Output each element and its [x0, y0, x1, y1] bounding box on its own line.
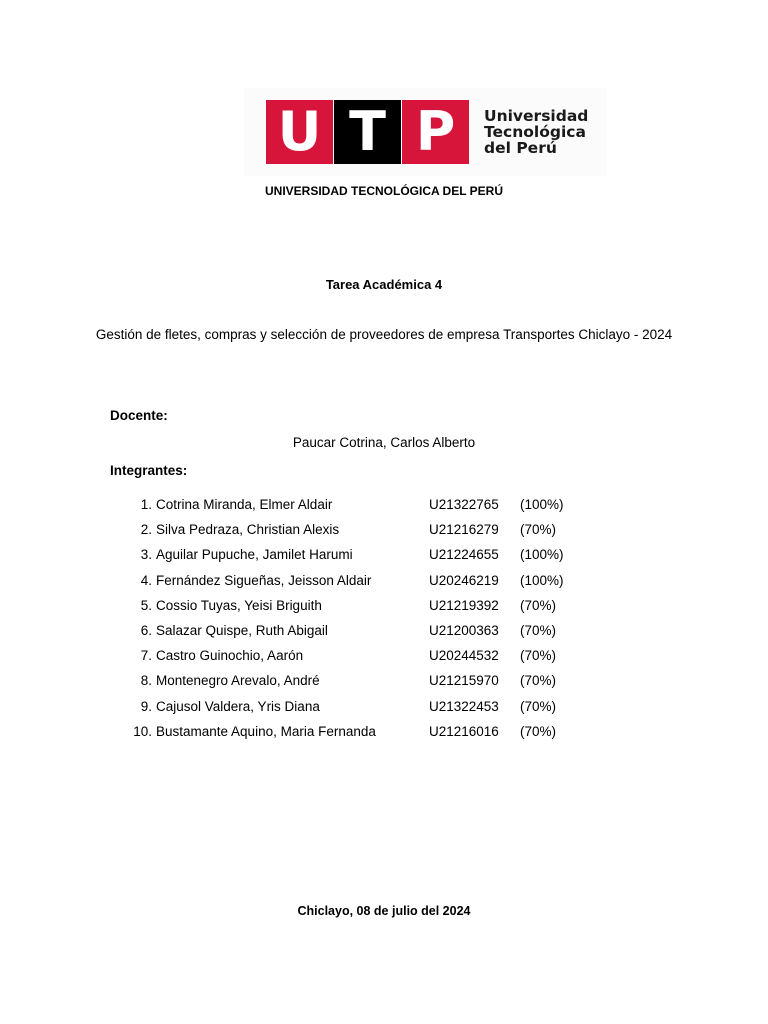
member-name: Bustamante Aquino, Maria Fernanda — [156, 723, 376, 739]
member-percent: (100%) — [520, 547, 564, 563]
member-row — [0, 623, 768, 648]
logo-letter-t: T — [334, 100, 401, 164]
member-code: U21219392 — [429, 597, 499, 613]
document-subtitle: Gestión de fletes, compras y selección de proveedores de empresa Transportes Chiclayo - 2024 — [95, 327, 673, 342]
member-number: 7. — [140, 648, 152, 664]
member-name: Salazar Quispe, Ruth Abigail — [156, 622, 328, 638]
member-number: 4. — [140, 572, 152, 588]
member-row — [0, 673, 768, 698]
logo-wordmark-line: Tecnológica — [484, 123, 586, 141]
member-row — [0, 547, 768, 572]
member-code: U21224655 — [429, 547, 499, 563]
member-code: U20246219 — [429, 572, 499, 588]
member-percent: (70%) — [520, 723, 557, 739]
member-row — [0, 497, 768, 522]
integrantes-label: Integrantes: — [110, 463, 188, 478]
logo-wordmark — [484, 108, 588, 156]
member-number: 8. — [140, 673, 152, 689]
member-percent: (70%) — [520, 597, 557, 613]
member-row — [0, 573, 768, 598]
member-name: Fernández Sigueñas, Jeisson Aldair — [156, 572, 372, 588]
member-code: U21215970 — [429, 673, 499, 689]
task-title: Tarea Académica 4 — [325, 277, 443, 292]
footer-date: Chiclayo, 08 de julio del 2024 — [297, 904, 471, 918]
member-percent: (70%) — [520, 698, 557, 714]
university-name: UNIVERSIDAD TECNOLÓGICA DEL PERÚ — [264, 184, 504, 198]
member-code: U21216279 — [429, 522, 499, 538]
member-row — [0, 522, 768, 547]
member-number: 2. — [140, 522, 152, 538]
member-code: U20244532 — [429, 648, 499, 664]
member-code: U21216016 — [429, 723, 499, 739]
member-percent: (70%) — [520, 648, 557, 664]
member-row — [0, 699, 768, 724]
member-name: Castro Guinochio, Aarón — [156, 648, 304, 664]
member-number: 1. — [140, 497, 152, 512]
member-name: Cossio Tuyas, Yeisi Briguith — [156, 597, 322, 613]
member-number: 5. — [140, 597, 152, 613]
logo-wordmark-line: del Perú — [484, 139, 557, 157]
docente-label: Docente: — [110, 408, 168, 423]
members-list — [0, 497, 768, 749]
member-row — [0, 724, 768, 749]
member-number: 10. — [133, 723, 152, 739]
member-code: U21322765 — [429, 497, 499, 512]
member-code: U21322453 — [429, 698, 499, 714]
member-name: Montenegro Arevalo, André — [156, 673, 320, 689]
member-percent: (70%) — [520, 673, 557, 689]
member-name: Cajusol Valdera, Yris Diana — [156, 698, 320, 714]
logo-wordmark-line: Universidad — [484, 107, 589, 125]
member-name: Silva Pedraza, Christian Alexis — [156, 522, 340, 538]
member-percent: (100%) — [520, 572, 564, 588]
logo-letter-p: P — [402, 100, 469, 164]
member-number: 6. — [140, 622, 152, 638]
member-row — [0, 648, 768, 673]
member-name: Cotrina Miranda, Elmer Aldair — [156, 497, 333, 512]
member-percent: (70%) — [520, 622, 557, 638]
logo-letter-u: U — [266, 100, 333, 164]
member-number: 9. — [140, 698, 152, 714]
member-percent: (100%) — [520, 497, 564, 512]
member-name: Aguilar Pupuche, Jamilet Harumi — [156, 547, 353, 563]
docente-name: Paucar Cotrina, Carlos Alberto — [292, 435, 476, 450]
member-percent: (70%) — [520, 522, 557, 538]
member-code: U21200363 — [429, 622, 499, 638]
member-number: 3. — [140, 547, 152, 563]
member-row — [0, 598, 768, 623]
